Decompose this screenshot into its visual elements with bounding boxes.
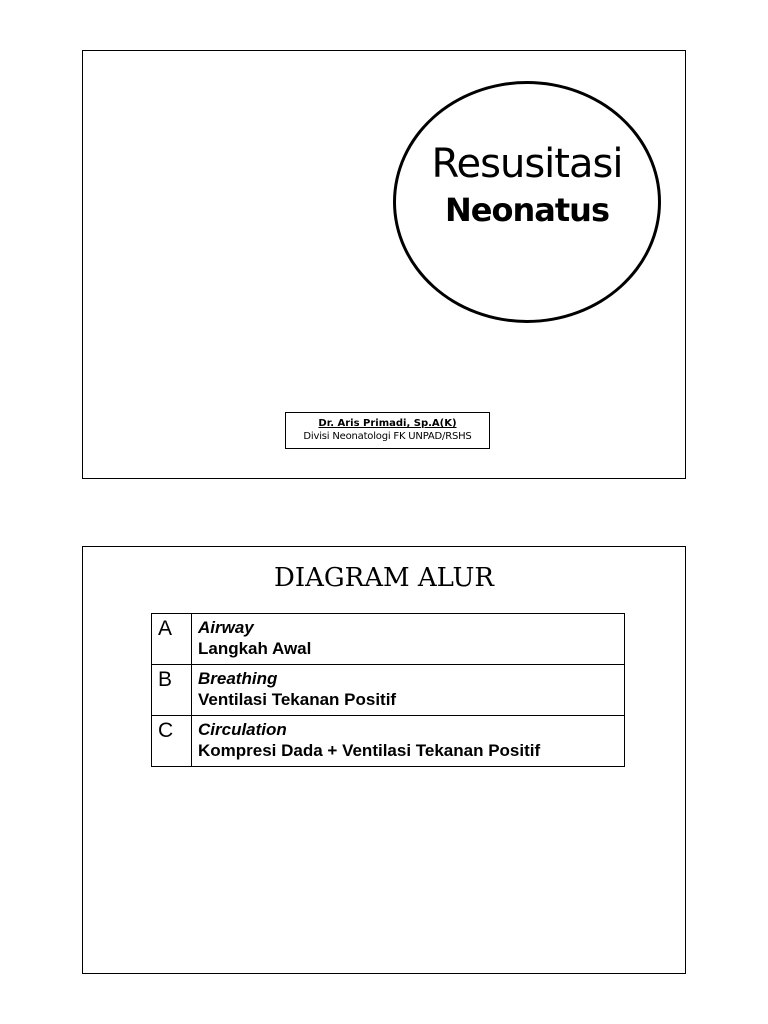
author-box — [285, 412, 490, 449]
row-description: Ventilasi Tekanan Positif — [198, 690, 397, 709]
diagram-title: DIAGRAM ALUR — [273, 563, 494, 593]
row-heading: Breathing — [198, 669, 278, 688]
row-description: Langkah Awal — [198, 639, 312, 658]
table-row — [152, 614, 625, 665]
title-line-2: Neonatus — [445, 191, 609, 229]
row-content — [192, 716, 625, 767]
slide-diagram — [82, 546, 686, 974]
row-letter: A — [152, 614, 192, 665]
table-row — [152, 665, 625, 716]
title-line-1: Resusitasi — [431, 141, 623, 187]
abc-table — [151, 613, 625, 767]
row-content — [192, 665, 625, 716]
row-heading: Airway — [198, 618, 254, 637]
slide-title — [82, 50, 686, 479]
row-description: Kompresi Dada + Ventilasi Tekanan Positif — [198, 741, 541, 760]
row-content — [192, 614, 625, 665]
table-row — [152, 716, 625, 767]
author-affiliation: Divisi Neonatologi FK UNPAD/RSHS — [303, 431, 472, 442]
row-letter: B — [152, 665, 192, 716]
author-name: Dr. Aris Primadi, Sp.A(K) — [318, 418, 457, 429]
row-heading: Circulation — [198, 720, 287, 739]
title-circle — [393, 81, 661, 323]
row-letter: C — [152, 716, 192, 767]
